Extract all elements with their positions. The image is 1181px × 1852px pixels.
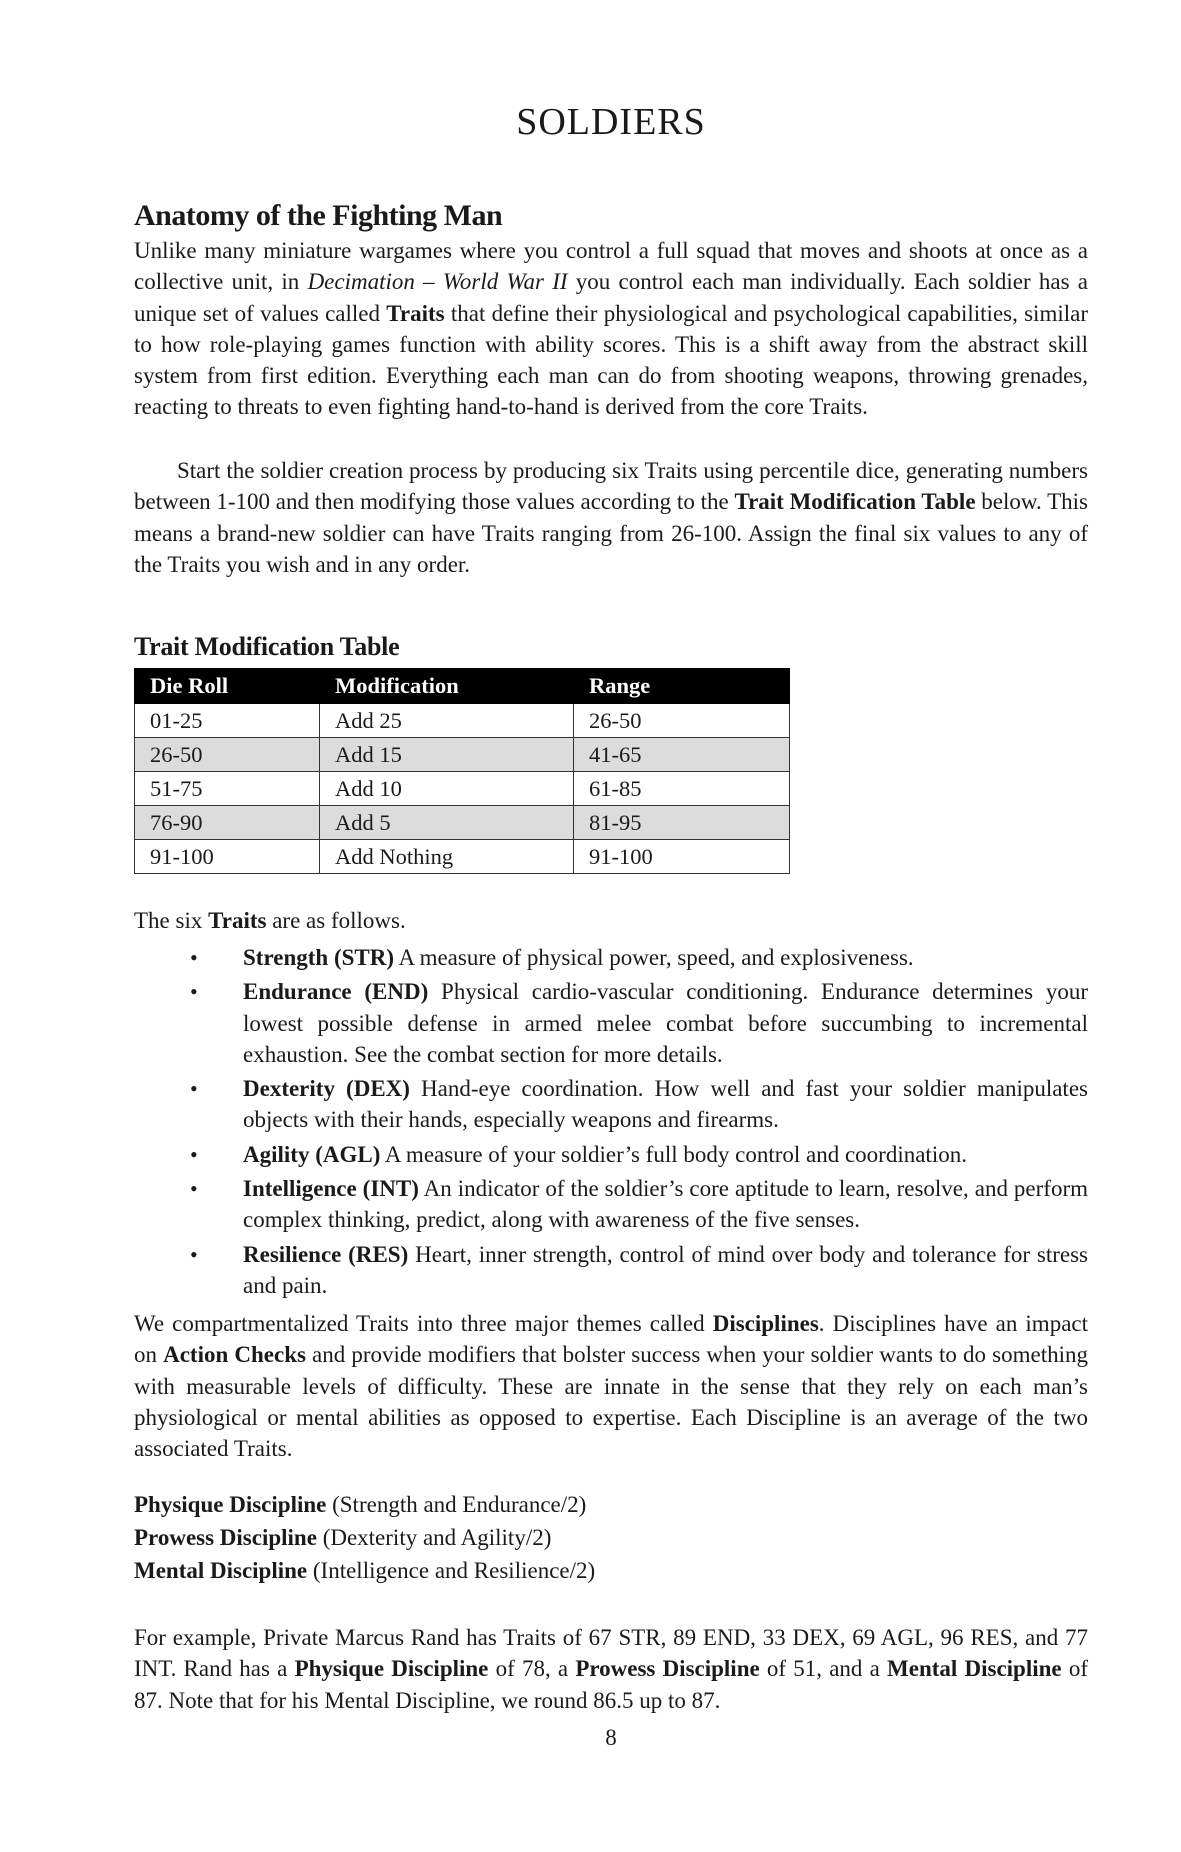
discipline-name: Mental Discipline — [134, 1558, 308, 1583]
term-traits: Traits — [386, 300, 445, 326]
table-cell: 41-65 — [574, 738, 790, 772]
text-run: of 78, a — [488, 1656, 576, 1682]
discipline-formula: (Dexterity and Agility/2) — [316, 1525, 552, 1550]
table-row — [135, 840, 790, 874]
trait-description: An indicator of the soldier’s core aptitude to learn, resolve, and perform complex thinking, predict, along with awareness of the five senses. — [243, 1176, 1088, 1233]
table-heading: Trait Modification Table — [134, 632, 400, 661]
bullet-icon: • — [190, 1241, 198, 1267]
table-cell: 91-100 — [574, 840, 790, 874]
text-run: For example, Private Marcus Rand has Traits of 67 STR, 89 END, 33 DEX, 69 AGL, 96 RES, and 77 INT. Rand has a — [134, 1625, 1088, 1682]
page-number: 8 — [605, 1725, 617, 1750]
list-item — [134, 1073, 1088, 1136]
text-run: that define their physiological and psychological capabilities, similar to how role-playing games function with ability scores. This is a shift away from the abstract skill system from first edition. Everything each man can do from shooting weapons, throwing grenades, reacting to threats to even fighting hand-to-hand is derived from the core Traits. — [134, 300, 1088, 420]
trait-name: Agility (AGL) — [243, 1141, 381, 1167]
text-run: are as follows. — [266, 908, 406, 933]
table-cell: 26-50 — [574, 704, 790, 738]
table-cell: 26-50 — [135, 738, 320, 772]
discipline-line — [134, 1525, 551, 1551]
term-physique: Physique Discipline — [294, 1656, 489, 1682]
text-run: Unlike many miniature wargames where you control a full squad that moves and shoots at once as a collective unit, in — [134, 238, 1088, 295]
term-table-ref: Trait Modification Table — [734, 489, 976, 515]
section-heading: Anatomy of the Fighting Man — [134, 199, 503, 232]
header-cell: Range — [574, 669, 790, 704]
bullet-icon: • — [190, 945, 198, 970]
disciplines-paragraph — [134, 1308, 1088, 1464]
text-run: Start the soldier creation process by producing six Traits using percentile dice, generating numbers between 1-100 and then modifying those values according to the — [134, 458, 1088, 515]
text-run: The six — [134, 908, 209, 933]
trait-name: Strength (STR) — [243, 945, 395, 970]
header-cell: Modification — [320, 669, 574, 704]
table-cell: Add 15 — [320, 738, 574, 772]
term-prowess: Prowess Discipline — [575, 1656, 760, 1682]
trait-description: Hand-eye coordination. How well and fast your soldier manipulates objects with their hands, especially weapons and firearms. — [243, 1076, 1088, 1133]
term-disciplines: Disciplines — [712, 1311, 819, 1336]
table-cell: Add 5 — [320, 806, 574, 840]
table-row — [135, 738, 790, 772]
text-run: and provide modifiers that bolster success when your soldier wants to do something with measurable levels of difficulty. These are innate in the sense that they rely on each man’s physiological or mental abilities as opposed to expertise. Each Discipline is an average of the two associated Traits. — [134, 1342, 1088, 1462]
text-run: you control each man individually. Each soldier has a unique set of values called — [134, 269, 1088, 326]
traits-intro — [134, 908, 406, 934]
table-cell: Add 25 — [320, 704, 574, 738]
example-paragraph — [134, 1622, 1088, 1716]
table-cell: 91-100 — [135, 840, 320, 874]
list-item — [134, 976, 1088, 1070]
table-row — [135, 704, 790, 738]
term-action-checks: Action Checks — [163, 1342, 306, 1368]
table-cell: Add Nothing — [320, 840, 574, 874]
bullet-icon: • — [190, 979, 198, 1005]
text-run: of 87. Note that for his Mental Discipline, we round 86.5 up to 87. — [134, 1656, 1088, 1713]
text-run: below. This means a brand-new soldier can have Traits ranging from 26-100. Assign the final six values to any of the Traits you wish and in any order. — [134, 489, 1088, 577]
text-run: of 51, and a — [759, 1656, 888, 1682]
discipline-line — [134, 1558, 595, 1584]
table-cell: 61-85 — [574, 772, 790, 806]
table-cell: Add 10 — [320, 772, 574, 806]
term-traits: Traits — [208, 908, 267, 933]
intro-paragraph — [134, 235, 1088, 423]
header-cell: Die Roll — [135, 669, 320, 704]
trait-description: A measure of your soldier’s full body control and coordination. — [380, 1141, 967, 1167]
trait-name: Endurance (END) — [243, 979, 429, 1005]
text-run: . Disciplines have an impact on — [134, 1311, 1089, 1368]
creation-paragraph — [134, 455, 1088, 580]
table-cell: 81-95 — [574, 806, 790, 840]
discipline-name: Prowess Discipline — [134, 1525, 317, 1550]
text-run: We compartmentalized Traits into three major themes called — [134, 1311, 713, 1336]
bullet-icon: • — [190, 1176, 198, 1202]
term-mental: Mental Discipline — [887, 1656, 1062, 1682]
table-row — [135, 772, 790, 806]
trait-description: A measure of physical power, speed, and explosiveness. — [394, 945, 914, 970]
traits-list — [134, 942, 1088, 1304]
table-cell: 01-25 — [135, 704, 320, 738]
page-title: SOLDIERS — [516, 101, 706, 143]
trait-name: Dexterity (DEX) — [243, 1076, 410, 1102]
discipline-formula: (Intelligence and Resilience/2) — [307, 1558, 596, 1583]
trait-modification-table — [134, 668, 790, 874]
table-header-row — [135, 669, 790, 704]
game-title: Decimation – World War II — [307, 269, 568, 295]
list-item — [134, 942, 1088, 973]
table-row — [135, 806, 790, 840]
table-cell: 76-90 — [135, 806, 320, 840]
list-item — [134, 1173, 1088, 1236]
bullet-icon: • — [190, 1076, 198, 1102]
trait-description: Physical cardio-vascular conditioning. Endurance determines your lowest possible defense in armed melee combat before succumbing to incremental exhaustion. See the combat section for more details. — [243, 979, 1088, 1067]
discipline-name: Physique Discipline — [134, 1492, 327, 1517]
list-item — [134, 1239, 1088, 1302]
list-item — [134, 1139, 1088, 1170]
bullet-icon: • — [190, 1141, 198, 1167]
trait-name: Resilience (RES) — [243, 1241, 409, 1267]
trait-name: Intelligence (INT) — [243, 1176, 419, 1202]
table-cell: 51-75 — [135, 772, 320, 806]
discipline-formula: (Strength and Endurance/2) — [326, 1492, 587, 1517]
discipline-line — [134, 1492, 586, 1518]
trait-description: Heart, inner strength, control of mind over body and tolerance for stress and pain. — [243, 1241, 1088, 1298]
